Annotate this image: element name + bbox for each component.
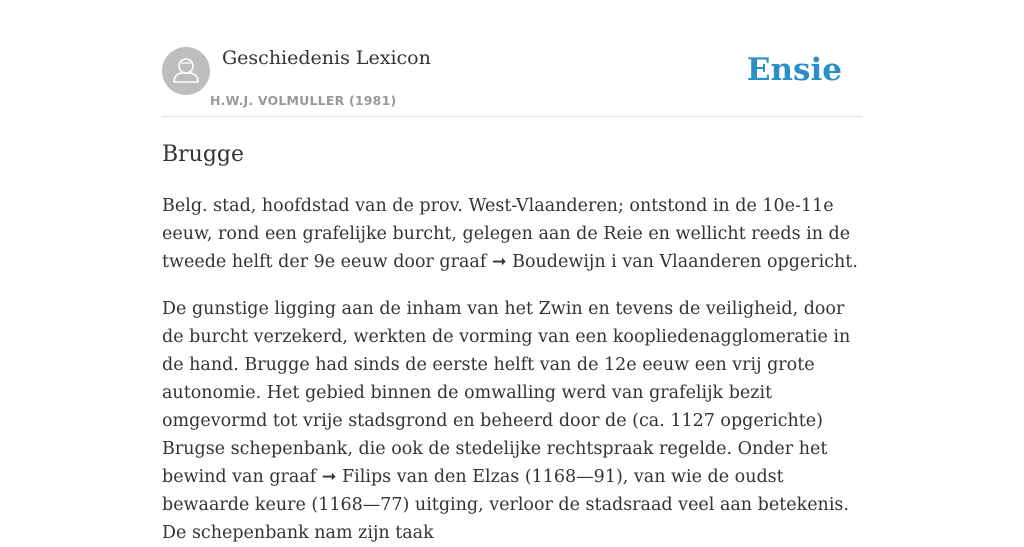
source-header xyxy=(162,46,862,117)
author-avatar[interactable] xyxy=(162,47,210,95)
article-paragraph: Belg. stad, hoofdstad van de prov. West-Vlaanderen; ontstond in de 10e-11e eeuw, rond een grafelijke burcht, gelegen aan de Reie en wellicht reeds in de tweede helft der 9e eeuw door graaf ➞ Boudewijn i van Vlaanderen opgericht. xyxy=(162,196,858,272)
article-body xyxy=(162,140,867,547)
source-author-link[interactable]: H.W.J. VOLMULLER (1981) xyxy=(210,93,397,108)
article-title: Brugge xyxy=(162,142,245,167)
source-title-link[interactable]: Geschiedenis Lexicon xyxy=(222,47,431,69)
article-paragraph: De gunstige ligging aan de inham van het Zwin en tevens de veiligheid, door de burcht verzekerd, werkten de vorming van een koopliedenagglomeratie in de hand. Brugge had sinds de eerste helft van de 12e eeuw een vrij grote autonomie. Het gebied binnen de omwalling werd van grafelijk bezit omgevormd tot vrije stadsgrond en beheerd door de (ca. 1127 opgerichte) Brugse schepenbank, die ook de stedelijke rechtspraak regelde. Onder het bewind van graaf ➞ Filips van den Elzas (1168—91), van wie de oudst bewaarde keure (1168—77) uitging, verloor de stadsraad veel aan betekenis. De schepenbank nam zijn taak xyxy=(162,299,851,543)
ensie-logo[interactable]: Ensie xyxy=(746,52,842,88)
user-placeholder-icon xyxy=(162,47,210,95)
